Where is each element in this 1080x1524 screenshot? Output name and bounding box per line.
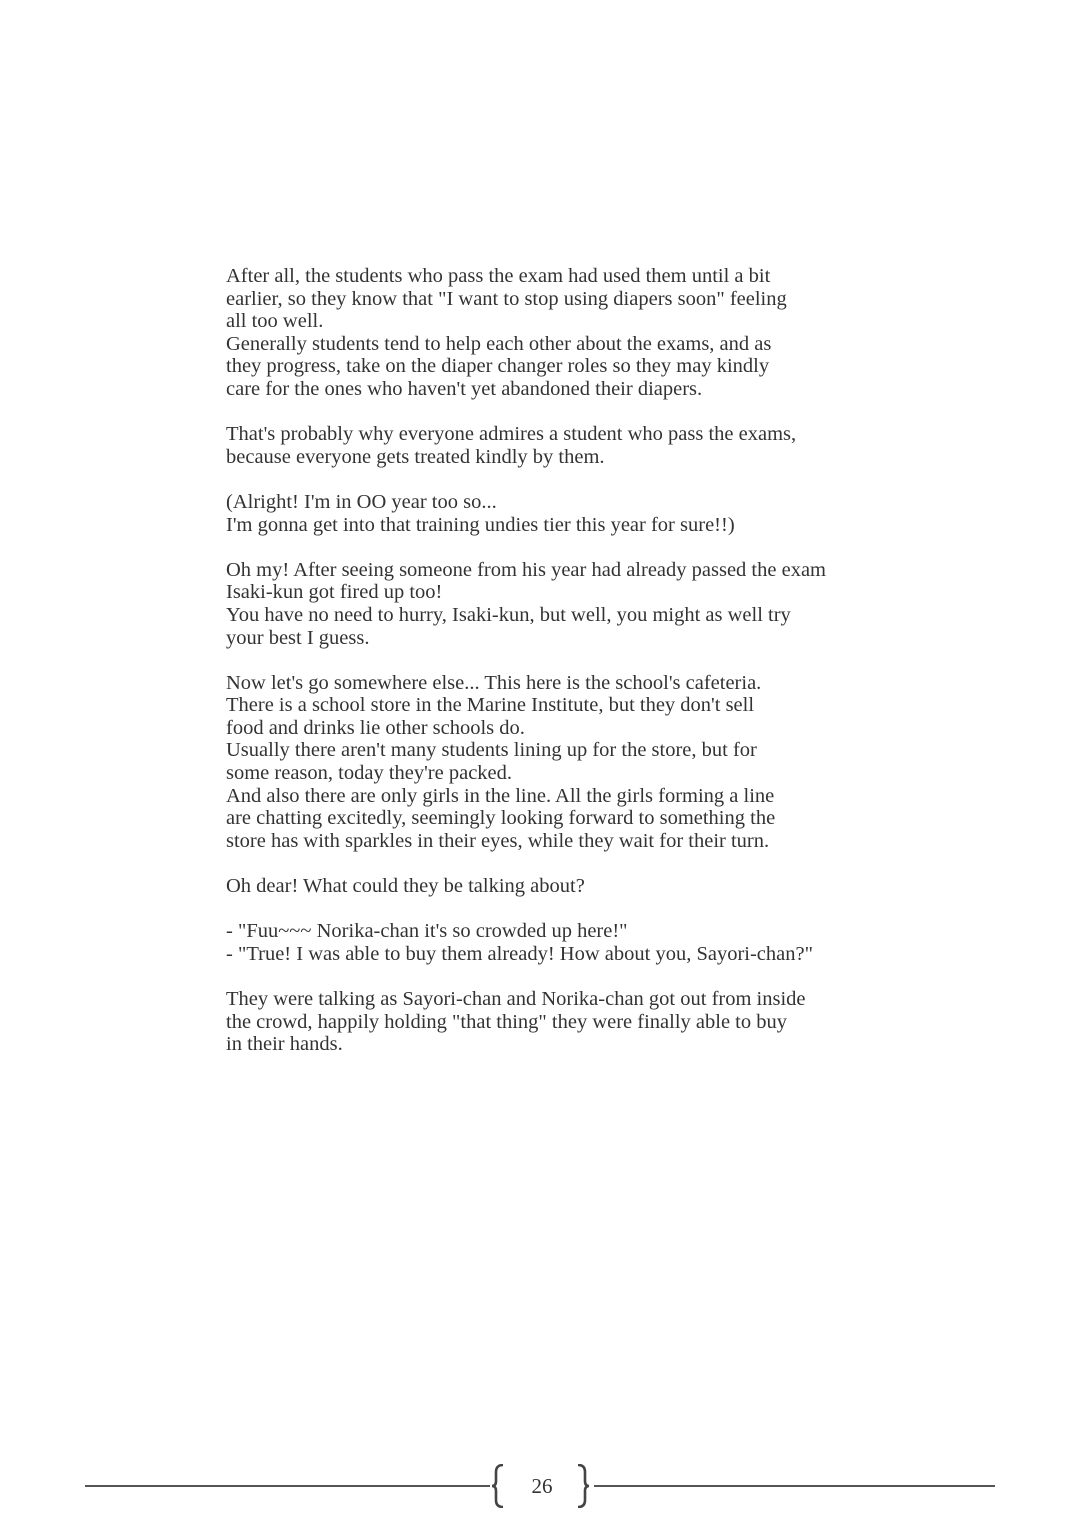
dialogue-line: - "True! I was able to buy them already! How about you, Sayori-chan?" — [226, 942, 813, 965]
text-line: all too well. — [226, 310, 324, 333]
text-line: Now let's go somewhere else... This here is the school's cafeteria. — [226, 671, 762, 694]
text-line: And also there are only girls in the line. All the girls forming a line — [226, 784, 775, 807]
text-line: your best I guess. — [226, 626, 370, 649]
dialogue-line: - "Fuu~~~ Norika-chan it's so crowded up here!" — [226, 920, 628, 943]
paragraph-gap — [226, 468, 926, 491]
paragraph — [226, 423, 926, 468]
text-line: Oh my! After seeing someone from his year had already passed the exam — [226, 558, 826, 581]
text-line: the crowd, happily holding "that thing" they were finally able to buy — [226, 1010, 787, 1033]
footer-rule-left — [85, 1485, 490, 1487]
text-line: because everyone gets treated kindly by them. — [226, 445, 605, 468]
paragraph-gap — [226, 852, 926, 875]
text-line: are chatting excitedly, seemingly looking forward to something the — [226, 807, 776, 830]
text-line: They were talking as Sayori-chan and Norika-chan got out from inside — [226, 988, 806, 1010]
dialogue — [226, 920, 926, 965]
footer-rule-right — [594, 1485, 995, 1487]
paragraph — [226, 672, 926, 853]
text-line: Isaki-kun got fired up too! — [226, 581, 443, 604]
paragraph — [226, 875, 926, 898]
text-line: Generally students tend to help each other about the exams, and as — [226, 332, 772, 355]
text-line: After all, the students who pass the exam had used them until a bit — [226, 265, 771, 287]
text-line: earlier, so they know that "I want to stop using diapers soon" feeling — [226, 287, 787, 310]
page-number: 26 — [531, 1474, 553, 1498]
text-line: Usually there aren't many students lining up for the store, but for — [226, 739, 757, 762]
text-line: they progress, take on the diaper changer roles so they may kindly — [226, 355, 770, 378]
paragraph — [226, 559, 926, 649]
paragraph — [226, 265, 926, 401]
paragraph-gap — [226, 536, 926, 559]
text-line: Oh dear! What could they be talking about? — [226, 875, 585, 898]
text-line: store has with sparkles in their eyes, while they wait for their turn. — [226, 829, 770, 852]
right-bracket-ornament — [576, 1464, 590, 1508]
text-line: some reason, today they're packed. — [226, 762, 513, 785]
paragraph — [226, 988, 926, 1056]
text-line: (Alright! I'm in OO year too so... — [226, 490, 497, 513]
text-line: You have no need to hurry, Isaki-kun, but well, you might as well try — [226, 603, 791, 626]
paragraph-gap — [226, 401, 926, 424]
text-line: food and drinks lie other schools do. — [226, 716, 525, 739]
text-line: in their hands. — [226, 1033, 343, 1056]
paragraph-gap — [226, 898, 926, 921]
page-footer — [0, 1462, 1080, 1512]
paragraph — [226, 491, 926, 536]
paragraph-gap — [226, 965, 926, 988]
left-bracket-ornament — [491, 1464, 505, 1508]
paragraph-gap — [226, 649, 926, 672]
text-line: That's probably why everyone admires a student who pass the exams, — [226, 423, 797, 446]
text-line: There is a school store in the Marine Institute, but they don't sell — [226, 694, 755, 717]
text-line: care for the ones who haven't yet abandoned their diapers. — [226, 377, 703, 400]
body-text — [226, 265, 926, 1056]
text-line: I'm gonna get into that training undies tier this year for sure!!) — [226, 513, 735, 536]
